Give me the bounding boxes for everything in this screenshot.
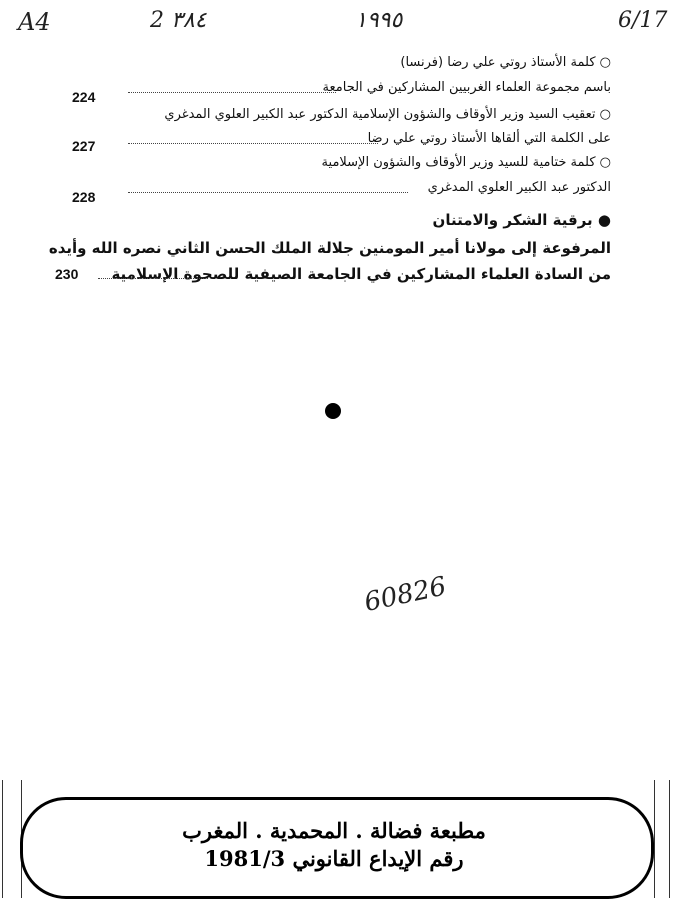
printer-name: مطبعة فضالة . المحمدية . المغرب — [182, 818, 486, 843]
toc-entry-subtitle: من السادة العلماء المشاركين في الجامعة الصيفية للصحوة الإسلامية — [111, 265, 611, 283]
toc-page-number: 230 — [55, 266, 79, 282]
margin-lines-right — [654, 780, 670, 898]
toc-entry-title: المرفوعة إلى مولانا أمير المومنين جلالة الملك الحسن الثاني نصره الله وأيده — [48, 239, 611, 257]
toc-entry-subtitle: الدكتور عبد الكبير العلوي المدغري — [427, 180, 611, 195]
handwritten-page-mark: A4 — [18, 8, 51, 36]
toc-entry-subtitle: على الكلمة التي ألقاها الأستاذ روتي علي رضا — [367, 131, 611, 146]
margin-lines-left — [2, 780, 22, 898]
handwritten-reference: 6/17 — [618, 8, 668, 33]
toc-page-number: 224 — [72, 89, 96, 105]
toc-entry-title: ○ كلمة ختامية للسيد وزير الأوقاف والشؤون الإسلامية — [321, 155, 611, 170]
toc-entry-title: ○ كلمة الأستاذ روتي علي رضا (فرنسا) — [400, 55, 611, 70]
toc-leader-dots — [98, 278, 208, 279]
handwritten-year: ١٩٩٥ — [355, 8, 403, 33]
toc-page-number: 228 — [72, 189, 96, 205]
handwritten-number: 60826 — [361, 571, 449, 618]
toc-page-number: 227 — [72, 138, 96, 154]
toc-leader-dots — [128, 143, 378, 144]
toc-leader-dots — [128, 192, 408, 193]
ink-dot — [325, 403, 341, 419]
handwritten-code: 2 ٣٨٤ — [150, 8, 207, 33]
toc-entry-subtitle: باسم مجموعة العلماء الغربيين المشاركين في الجامعة — [322, 80, 611, 95]
toc-entry-title: ○ تعقيب السيد وزير الأوقاف والشؤون الإسلامية الدكتور عبد الكبير العلوي المدغري — [164, 107, 611, 122]
legal-deposit-number: رقم الإيداع القانوني 1981/3 — [204, 846, 464, 871]
toc-leader-dots — [128, 92, 336, 93]
section-heading: ● برقية الشكر والامتنان — [432, 211, 611, 229]
